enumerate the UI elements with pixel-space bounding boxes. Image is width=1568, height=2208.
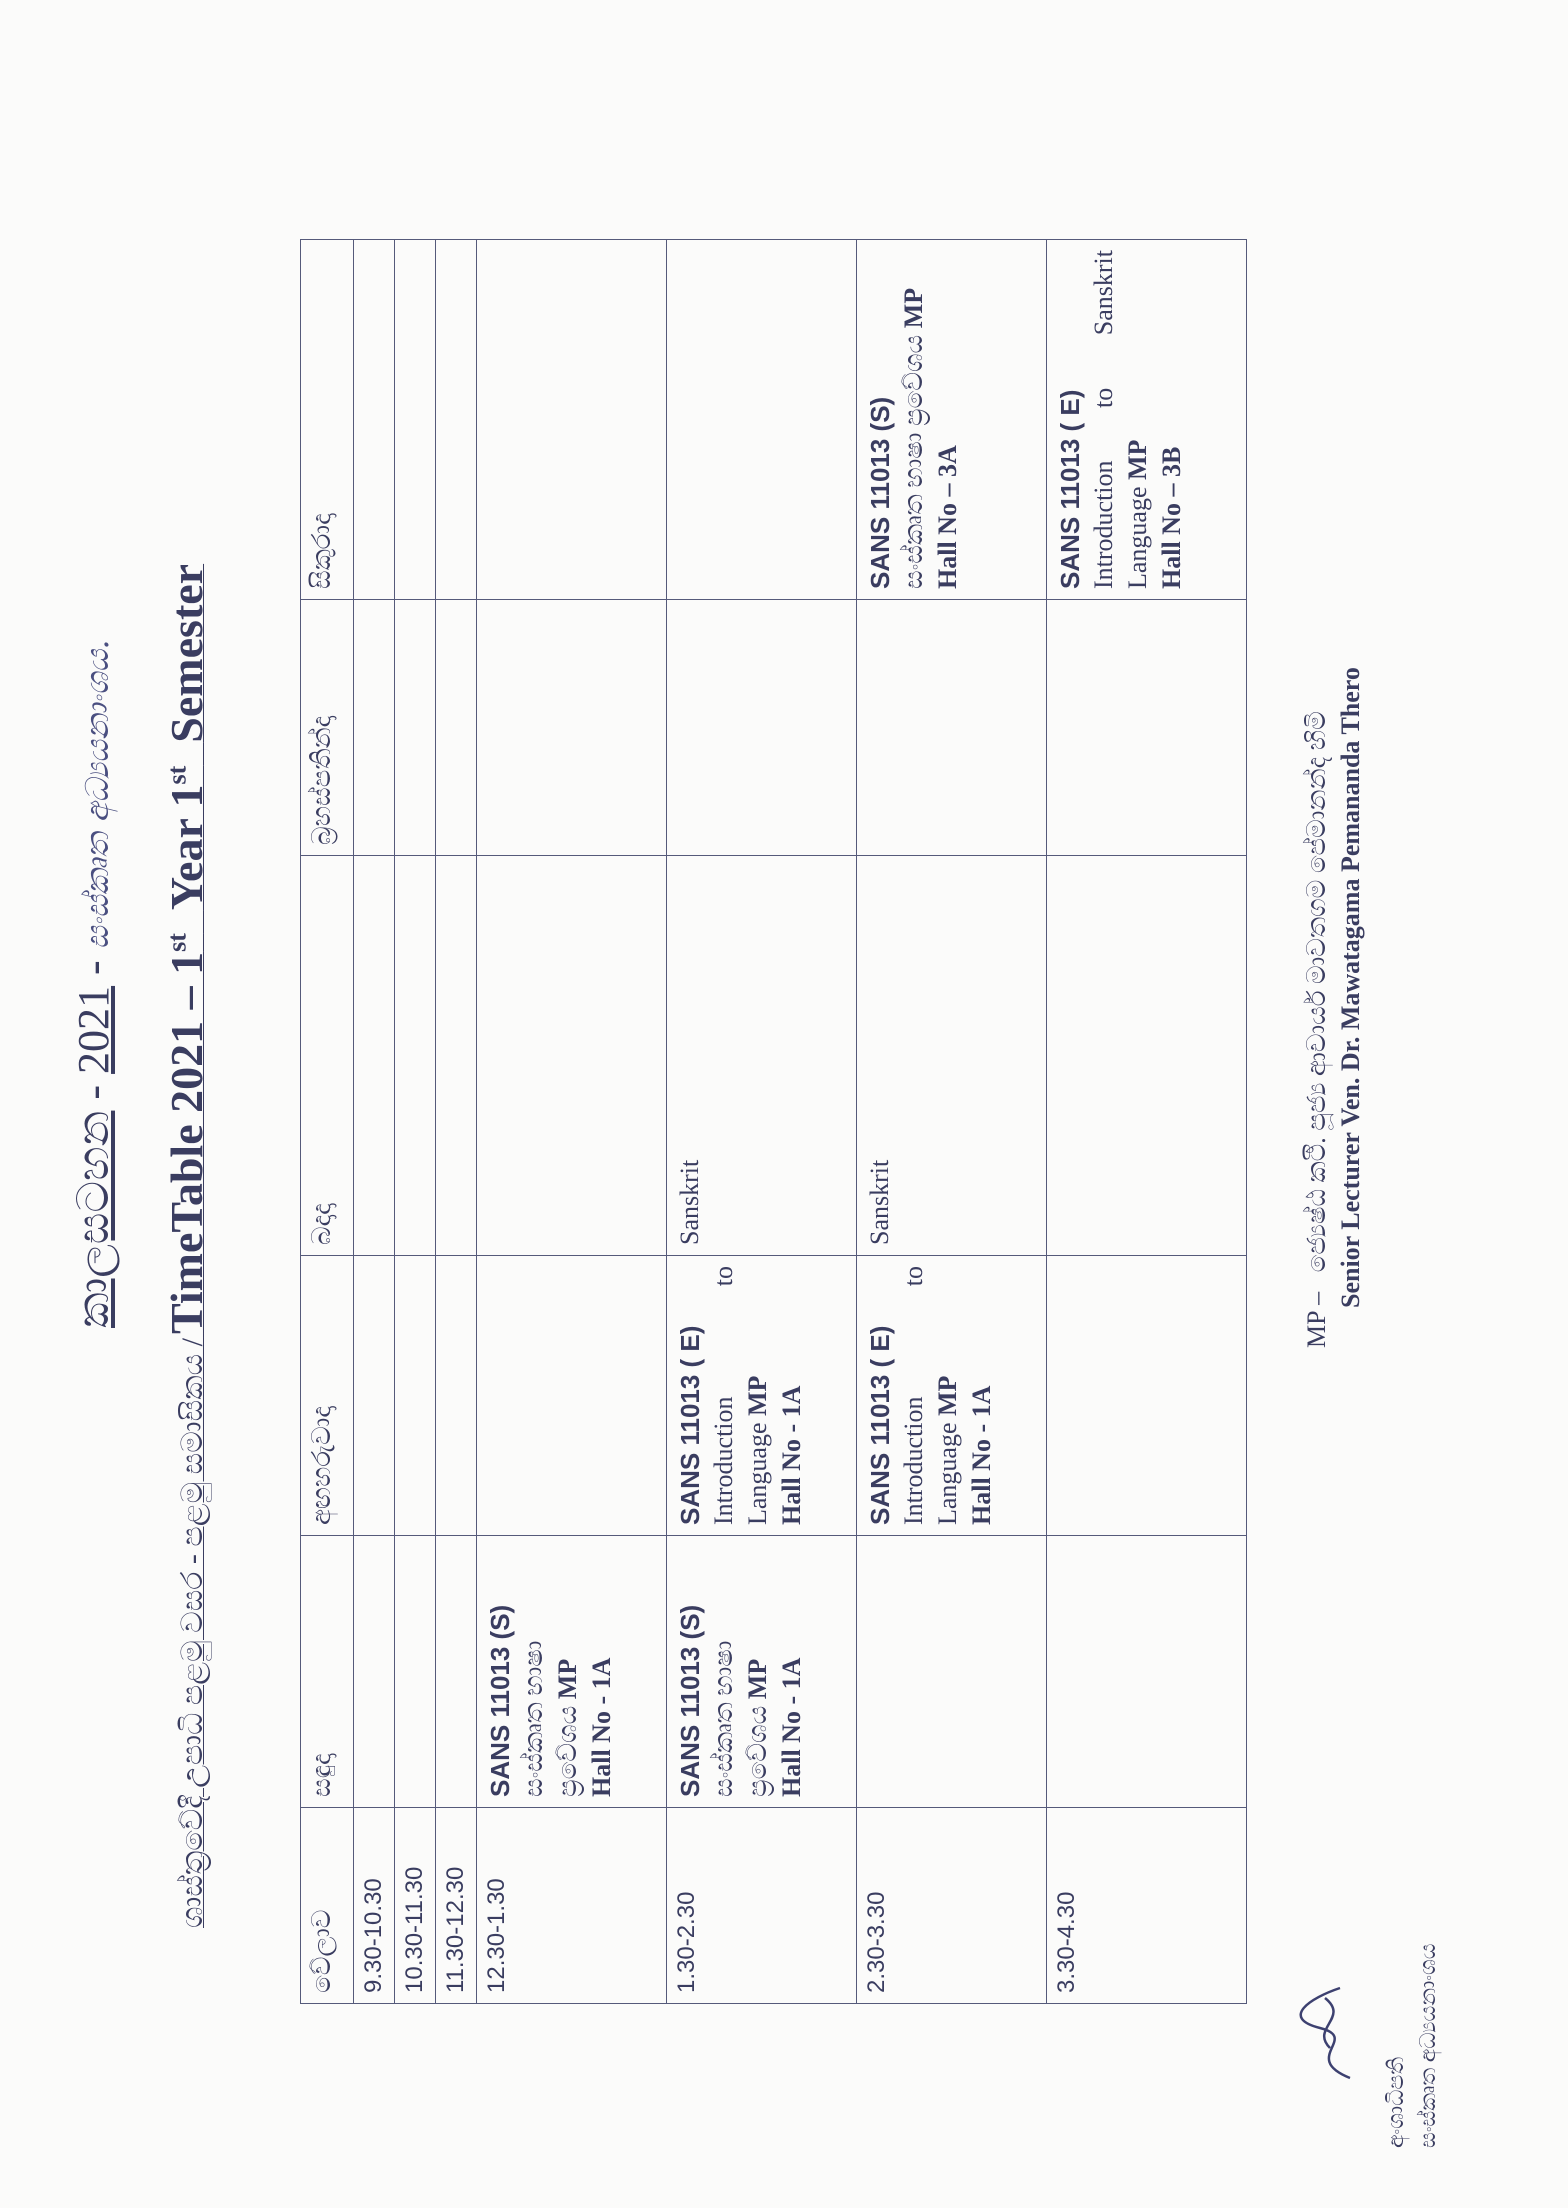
course-title-word: Sanskrit xyxy=(675,1159,704,1245)
legend-mp-label: MP – xyxy=(1302,1291,1331,1348)
time-cell: 10.30-11.30 xyxy=(395,1808,436,2004)
course-code: SANS 11013 ( E) xyxy=(675,1325,705,1525)
empty-cell xyxy=(477,1256,667,1536)
table-row xyxy=(395,240,436,2004)
empty-cell xyxy=(667,600,857,856)
lecturer-code: MP xyxy=(933,1375,962,1416)
legend-name-si: ජ්‍යෙෂ්ඨ කථි. පූජ්‍ය ආචාර්ය මාවතගම පේමානන්ද හිමි xyxy=(1302,711,1331,1273)
empty-cell xyxy=(477,240,667,600)
sign-department: සංස්කෘත අධ්‍යයනාංශය xyxy=(1415,1943,1440,2148)
empty-cell xyxy=(395,1256,436,1536)
course-name-2: ප්‍රවේශය xyxy=(553,1705,582,1797)
empty-cell xyxy=(354,600,395,856)
table-row xyxy=(436,240,477,2004)
header-tuesday: අඟහරුවාදා xyxy=(301,1256,354,1536)
timetable-title: TimeTable 2021 – 1st Year 1st Semester xyxy=(161,563,212,1334)
time-cell: 2.30-3.30 xyxy=(857,1808,1047,2004)
header-thursday: බ්‍රහස්පතින්දා xyxy=(301,600,354,856)
hall: Hall No - 1A xyxy=(777,1385,806,1525)
lecturer-code: MP xyxy=(899,287,928,329)
empty-cell xyxy=(477,856,667,1256)
course-name-2: ප්‍රවේශය xyxy=(743,1705,772,1797)
document-title xyxy=(68,628,119,1328)
overflow-cell xyxy=(857,856,1047,1256)
course-title-word: Language xyxy=(1123,486,1152,589)
signature-block xyxy=(1380,1748,1444,2148)
course-code: SANS 11013 ( E) xyxy=(865,1325,895,1525)
time-cell: 9.30-10.30 xyxy=(354,1808,395,2004)
lecturer-code: MP xyxy=(743,1658,772,1700)
empty-cell xyxy=(477,600,667,856)
faculty-si: ශාස්ත්‍රවේදී උපාධි පළමු වසර - පළමු සමාසිකය / xyxy=(176,1337,209,1928)
empty-cell xyxy=(436,1256,477,1536)
time-cell: 12.30-1.30 xyxy=(477,1808,667,2004)
course-code: SANS 11013 ( E) xyxy=(1055,389,1085,589)
overflow-cell xyxy=(667,856,857,1256)
empty-cell xyxy=(354,1256,395,1536)
empty-cell xyxy=(857,600,1047,856)
title-dash: - xyxy=(69,1084,118,1100)
course-title-word: Sanskrit xyxy=(1089,250,1118,336)
empty-cell xyxy=(436,600,477,856)
table-row xyxy=(667,240,857,2004)
class-cell xyxy=(857,240,1047,600)
handwritten-subject: සංස්කෘත අධ්‍යයනාංශය. xyxy=(78,639,116,950)
class-cell xyxy=(477,1536,667,1808)
hall: Hall No - 1A xyxy=(777,1657,806,1797)
empty-cell xyxy=(1047,1536,1247,1808)
table-row xyxy=(1047,240,1247,2004)
lecturer-legend xyxy=(1300,248,1368,1348)
legend-name-en: Senior Lecturer Ven. Dr. Mawatagama Pemananda Thero xyxy=(1336,667,1365,1308)
hall: Hall No – 3A xyxy=(933,445,962,589)
header-monday: සඳුදා xyxy=(301,1536,354,1808)
course-code: SANS 11013 (S) xyxy=(675,1604,705,1797)
course-title-word: Introduction xyxy=(1089,460,1118,589)
class-cell xyxy=(1047,240,1247,600)
empty-cell xyxy=(395,600,436,856)
empty-cell xyxy=(1047,1256,1247,1536)
hall: Hall No - 1A xyxy=(967,1385,996,1525)
lecturer-code: MP xyxy=(553,1658,582,1700)
class-cell xyxy=(667,1536,857,1808)
empty-cell xyxy=(667,240,857,600)
empty-cell xyxy=(354,240,395,600)
timetable xyxy=(300,239,1247,2004)
course-name: සංස්කෘත භාෂා xyxy=(519,1640,548,1797)
title-year: 2021 xyxy=(69,985,118,1074)
empty-cell xyxy=(436,240,477,600)
course-name: සංස්කෘත භාෂා ප්‍රවේශය xyxy=(899,334,928,589)
course-title-word: Sanskrit xyxy=(865,1159,894,1245)
empty-cell xyxy=(395,1536,436,1808)
empty-cell xyxy=(436,1536,477,1808)
empty-cell xyxy=(354,1536,395,1808)
header-friday: සිකුරාදා xyxy=(301,240,354,600)
course-code: SANS 11013 (S) xyxy=(865,396,895,589)
hall: Hall No – 3B xyxy=(1157,446,1186,589)
course-title-word: Introduction xyxy=(899,1396,928,1525)
empty-cell xyxy=(1047,600,1247,856)
table-header-row xyxy=(301,240,354,2004)
class-cell xyxy=(667,1256,857,1536)
header-time: වේලාව xyxy=(301,1808,354,2004)
empty-cell xyxy=(395,856,436,1256)
time-cell: 1.30-2.30 xyxy=(667,1808,857,2004)
empty-cell xyxy=(857,1536,1047,1808)
header-wednesday: බදාදා xyxy=(301,856,354,1256)
lecturer-code: MP xyxy=(743,1375,772,1416)
empty-cell xyxy=(354,856,395,1256)
empty-cell xyxy=(436,856,477,1256)
course-title-word: to xyxy=(899,1266,928,1287)
course-title-word: Language xyxy=(933,1422,962,1525)
empty-cell xyxy=(1047,856,1247,1256)
course-title-word: to xyxy=(1089,387,1118,408)
document-subtitle xyxy=(160,228,213,1928)
table-row xyxy=(354,240,395,2004)
table-row xyxy=(857,240,1047,2004)
time-cell: 3.30-4.30 xyxy=(1047,1808,1247,2004)
empty-cell xyxy=(395,240,436,600)
title-si: කාලසටහන xyxy=(69,1110,118,1328)
course-code: SANS 11013 (S) xyxy=(485,1604,515,1797)
time-cell: 11.30-12.30 xyxy=(436,1808,477,2004)
course-title-word: Introduction xyxy=(709,1396,738,1525)
table-row xyxy=(477,240,667,2004)
class-cell xyxy=(857,1256,1047,1536)
course-title-word: Language xyxy=(743,1422,772,1525)
course-name: සංස්කෘත භාෂා xyxy=(709,1640,738,1797)
course-title-word: to xyxy=(709,1266,738,1287)
signature xyxy=(1290,1968,1370,2088)
sign-title: අංශාධිපති xyxy=(1383,2056,1408,2148)
lecturer-code: MP xyxy=(1123,439,1152,480)
hall: Hall No - 1A xyxy=(587,1657,616,1797)
title-dash-2: - xyxy=(69,960,118,975)
